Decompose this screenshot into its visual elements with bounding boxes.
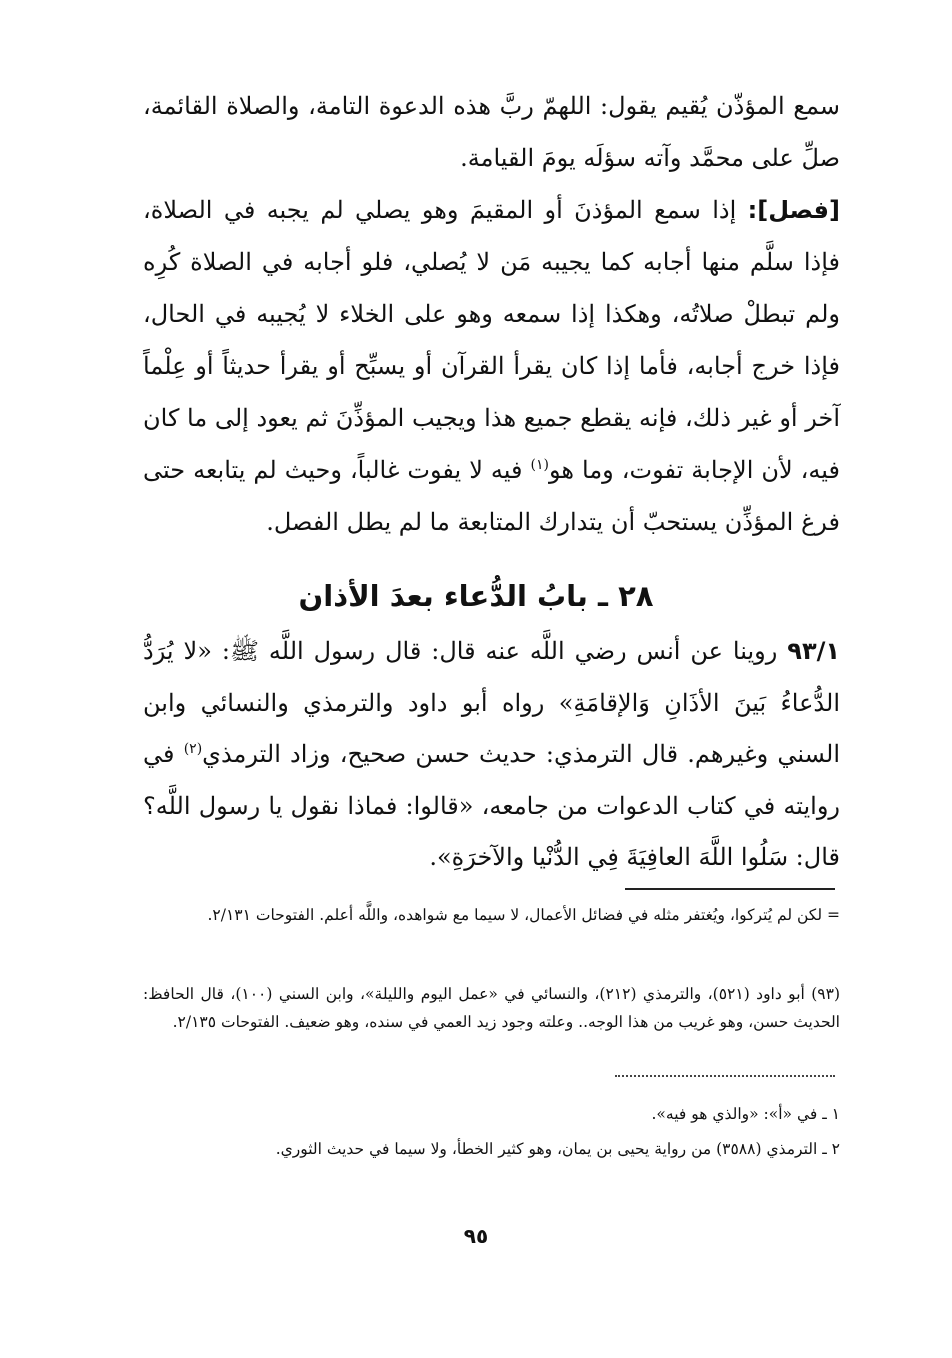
paragraph-text: إذا سمع المؤذنَ أو المقيمَ وهو يصلي لم يجبه في الصلاة، فإذا سلَّم منها أجابه كما يجيبه مَن لا يُصلي، فلو أجابه في الصلاة كُرِه ولم تبطلْ صلاتُه، وهكذا إذا سمعه وهو على الخلاء لا يُجيبه في الحال، فإذا خرج أجابه، فأما إذا كان يقرأ القرآن أو يسبِّح أو يقرأ حديثاً أو عِلْماً آخر أو غير ذلك، فإنه يقطع جميع هذا ويجيب المؤذِّنَ ثم يعود إلى ما كان فيه، لأن الإجابة تفوت، وما هو xyxy=(143,196,840,484)
footnote-ref-2: (٢) xyxy=(183,741,203,757)
hadith-number: ٩٣/١ xyxy=(787,637,841,665)
paragraph-text: روينا عن أنس رضي اللَّه عنه قال: قال رسول اللَّه ﷺ: «لا يُرَدُّ الدُّعاءُ بَينَ الأذَانِ وَالإقامَةِ» رواه أبو داود والترمذي والنسائي وابن السني وغيرهم. قال الترمذي: حديث حسن صحيح، وزاد الترمذي xyxy=(143,637,840,768)
paragraph-dua-continuation xyxy=(143,80,840,184)
footnote-dotted-separator xyxy=(615,1075,835,1077)
paragraph-text-continued: في روايته في كتاب الدعوات من جامعه، «قالوا: فماذا نقول يا رسول اللَّه؟ قال: سَلُوا اللَّهَ العافِيَةَ فِي الدُّنْيا والآخرَةِ». xyxy=(143,740,840,871)
footnote-separator xyxy=(625,888,835,890)
paragraph-hadith-93 xyxy=(143,626,840,884)
paragraph-text-continued: فيه لا يفوت غالباً، وحيث لم يتابعه حتى فرغ المؤذِّن يستحبّ أن يتدارك المتابعة ما لم يطل الفصل. xyxy=(143,456,840,536)
footnote-continuation: = لكن لم يُتركوا، ويُغتفر مثله في فضائل الأعمال، لا سيما مع شواهده، واللَّه أعلم. الفتوحات ٢/١٣١. xyxy=(207,906,840,924)
footnote-2: ٢ ـ الترمذي (٣٥٨٨) من رواية يحيى بن يمان، وهو كثير الخطأ، ولا سيما في حديث الثوري. xyxy=(275,1140,840,1158)
chapter-heading: ٢٨ ـ بابُ الدُّعاء بعدَ الأذان xyxy=(298,579,654,613)
paragraph-text: سمع المؤذّن يُقيم يقول: اللهمّ ربَّ هذه الدعوة التامة، والصلاة القائمة، صلِّ على محمَّد وآته سؤلَه يومَ القيامة. xyxy=(143,92,840,172)
page-number: ٩٥ xyxy=(463,1224,489,1248)
footnote-1: ١ ـ في «أ»: «والذي هو فيه». xyxy=(651,1105,840,1123)
footnote-93: (٩٣) أبو داود (٥٢١)، والترمذي (٢١٢)، والنسائي في «عمل اليوم والليلة»، وابن السني (١٠٠)، قال الحافظ: الحديث حسن، وهو غريب من هذا الوجه.. وعلته وجود زيد العمي في سنده، وهو ضعيف. الفتوحات ٢/١٣٥. xyxy=(143,985,840,1031)
footnote-ref-1: (١) xyxy=(530,457,549,473)
paragraph-fasl xyxy=(143,184,840,548)
section-label: [فصل]: xyxy=(747,196,840,224)
